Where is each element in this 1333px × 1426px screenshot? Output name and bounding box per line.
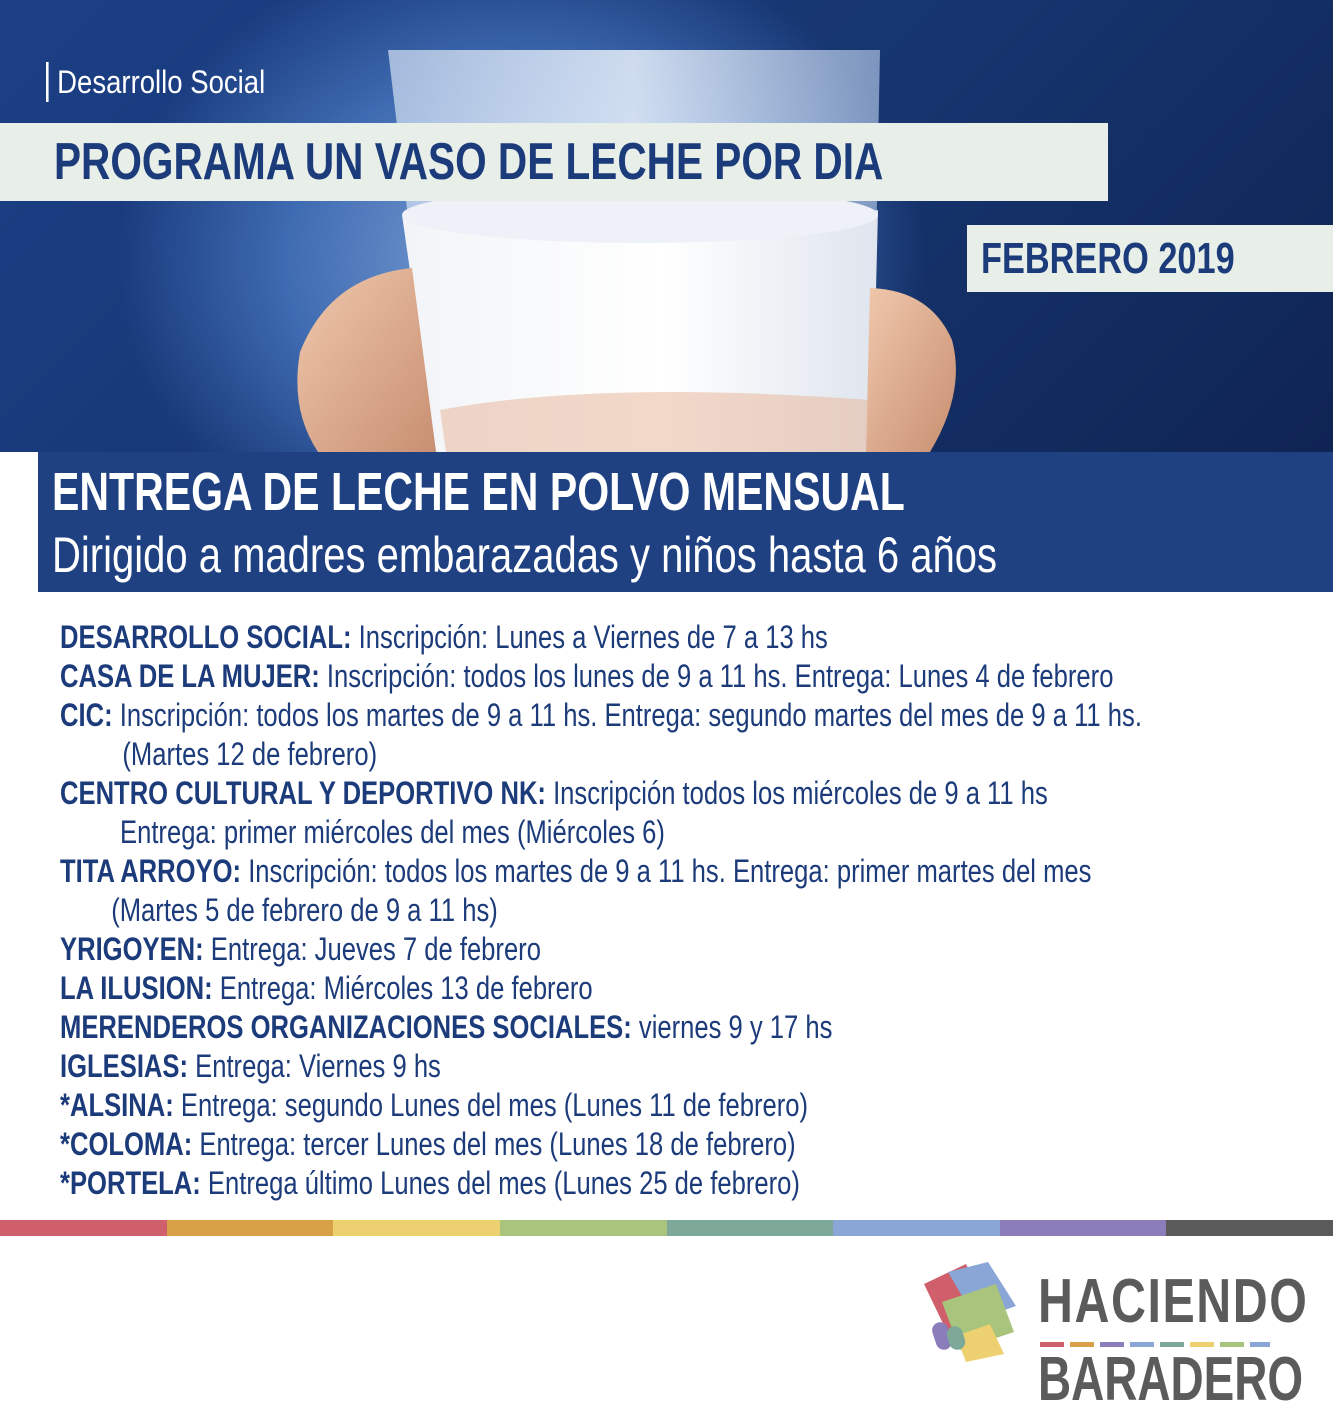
location-detail: Entrega: Viernes 9 hs <box>188 1048 441 1084</box>
location-name: MERENDEROS ORGANIZACIONES SOCIALES: <box>60 1009 632 1045</box>
logo-word-haciendo: HACIENDO <box>1038 1267 1309 1336</box>
program-title-bar <box>0 123 1108 201</box>
delivery-banner <box>38 452 1333 592</box>
locations-list <box>60 618 1180 1203</box>
location-name: CASA DE LA MUJER: <box>60 658 320 694</box>
location-detail: Entrega: Jueves 7 de febrero <box>203 931 541 967</box>
list-item <box>60 774 1180 813</box>
banner-title: ENTREGA DE LECHE EN POLVO MENSUAL <box>52 462 905 522</box>
list-item <box>60 618 1180 657</box>
location-detail: Entrega: tercer Lunes del mes (Lunes 18 de febrero) <box>192 1126 796 1162</box>
list-item <box>60 1047 1180 1086</box>
hero-photo <box>0 0 1333 452</box>
location-name: *ALSINA: <box>60 1087 174 1123</box>
logo-word-baradero: BARADERO <box>1038 1345 1304 1414</box>
location-detail: Entrega: segundo Lunes del mes (Lunes 11 de febrero) <box>173 1087 809 1123</box>
location-name: LA ILUSION: <box>60 970 213 1006</box>
date-bar <box>967 225 1333 292</box>
location-detail: Inscripción: todos los martes de 9 a 11 hs. Entrega: segundo martes del mes de 9 a 11 hs. <box>112 697 1142 733</box>
color-stripe-segment <box>500 1220 667 1236</box>
location-detail: Entrega último Lunes del mes (Lunes 25 de febrero) <box>200 1165 800 1201</box>
color-stripe-segment <box>667 1220 834 1236</box>
list-item <box>60 1125 1180 1164</box>
list-item <box>60 1008 1180 1047</box>
location-name: *COLOMA: <box>60 1126 193 1162</box>
department-label: Desarrollo Social <box>46 62 265 102</box>
color-stripe-segment <box>333 1220 500 1236</box>
location-name: IGLESIAS: <box>60 1048 189 1084</box>
banner-subtitle: Dirigido a madres embarazadas y niños hasta 6 años <box>52 527 997 583</box>
color-stripe-segment <box>833 1220 1000 1236</box>
color-stripe-segment <box>167 1220 334 1236</box>
location-detail-continuation: Entrega: primer miércoles del mes (Miércoles 6) <box>120 814 665 850</box>
date-label: FEBRERO 2019 <box>981 234 1235 283</box>
location-name: DESARROLLO SOCIAL: <box>60 619 352 655</box>
location-detail: Inscripción todos los miércoles de 9 a 11 hs <box>545 775 1048 811</box>
list-item <box>60 1164 1180 1203</box>
location-detail: Inscripción: Lunes a Viernes de 7 a 13 hs <box>351 619 828 655</box>
color-stripe-segment <box>0 1220 167 1236</box>
location-detail: Inscripción: todos los martes de 9 a 11 hs. Entrega: primer martes del mes <box>241 853 1092 889</box>
location-detail-continuation: (Martes 5 de febrero de 9 a 11 hs) <box>111 892 498 928</box>
location-detail: Entrega: Miércoles 13 de febrero <box>212 970 593 1006</box>
list-item <box>60 657 1180 696</box>
location-name: YRIGOYEN: <box>60 931 204 967</box>
location-name: CENTRO CULTURAL Y DEPORTIVO NK: <box>60 775 546 811</box>
list-item <box>60 930 1180 969</box>
location-detail: Inscripción: todos los lunes de 9 a 11 hs. Entrega: Lunes 4 de febrero <box>319 658 1114 694</box>
list-item <box>60 1086 1180 1125</box>
location-detail: viernes 9 y 17 hs <box>631 1009 833 1045</box>
location-detail-continuation: (Martes 12 de febrero) <box>122 736 378 772</box>
color-stripe-divider <box>0 1220 1333 1236</box>
color-stripe-segment <box>1000 1220 1167 1236</box>
location-name: TITA ARROYO: <box>60 853 242 889</box>
location-name: CIC: <box>60 697 113 733</box>
location-name: *PORTELA: <box>60 1165 201 1201</box>
program-title: PROGRAMA UN VASO DE LECHE POR DIA <box>54 133 884 191</box>
haciendo-baradero-logo-icon <box>904 1262 1024 1362</box>
list-item <box>60 969 1180 1008</box>
color-stripe-segment <box>1166 1220 1333 1236</box>
list-item <box>60 852 1180 891</box>
list-item <box>60 696 1180 735</box>
